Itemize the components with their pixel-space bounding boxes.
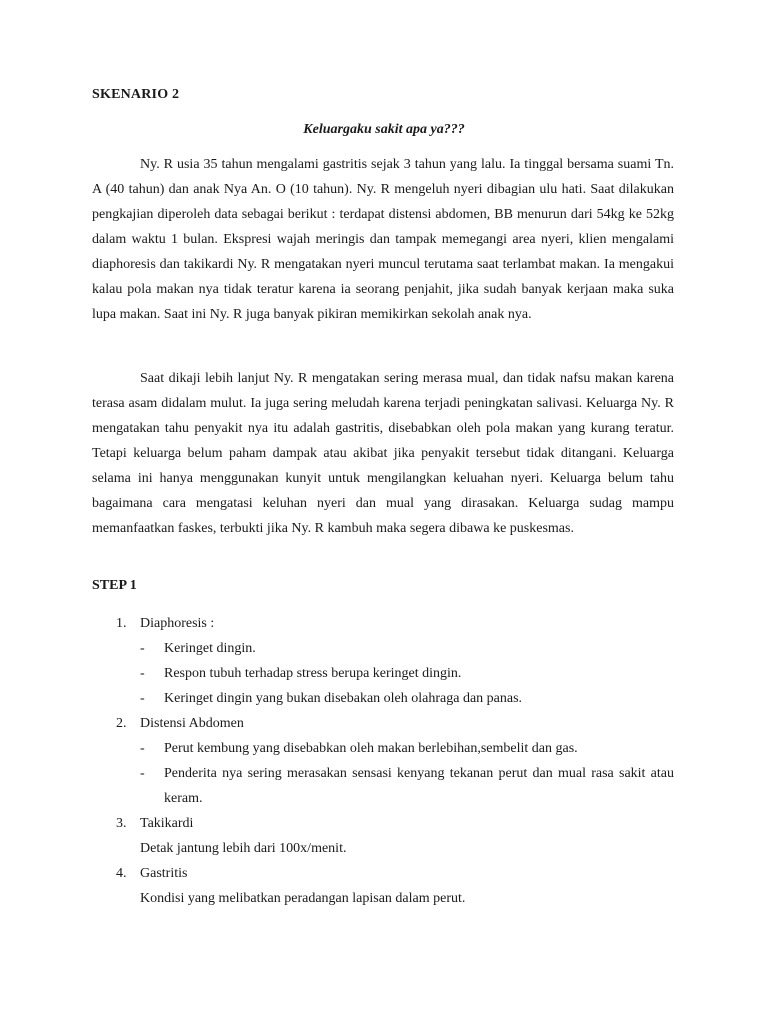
step-heading: STEP 1	[92, 578, 137, 593]
document-subtitle: Keluargaku sakit apa ya???	[303, 122, 465, 137]
document-title: SKENARIO 2	[92, 87, 180, 102]
item-term: Gastritis	[140, 866, 188, 881]
item-description: Detak jantung lebih dari 100x/menit.	[140, 841, 347, 856]
list-item-diaphoresis	[92, 611, 674, 636]
numbered-list	[92, 611, 674, 911]
item-number: 2.	[116, 716, 127, 731]
item-term: Diaphoresis :	[140, 616, 215, 631]
item-number: 1.	[116, 616, 127, 631]
item-number: 3.	[116, 816, 127, 831]
paragraph-1: Ny. R usia 35 tahun mengalami gastritis sejak 3 tahun yang lalu. Ia tinggal bersama suami Tn. A (40 tahun) dan anak Nya An. O (10 tahun). Ny. R mengeluh nyeri dibagian ulu hati. Saat dilakukan pengkajian diperoleh data sebagai berikut : terdapat distensi abdomen, BB menurun dari 54kg ke 52kg dalam waktu 1 bulan. Ekspresi wajah meringis dan tampak memegangi area nyeri, klien mengalami diaphoresis dan takikardi Ny. R mengatakan nyeri muncul terutama saat terlambat makan. Ia mengakui kalau pola makan nya tidak teratur karena ia seorang penjahit, jika sudah banyak kerjaan maka suka lupa makan. Saat ini Ny. R juga banyak pikiran memikirkan sekolah anak nya.	[92, 157, 674, 322]
bullet-item: - Penderita nya sering merasakan sensasi kenyang tekanan perut dan mual rasa sakit atau keram.	[92, 761, 674, 811]
item-number: 4.	[116, 866, 127, 881]
item-description: Kondisi yang melibatkan peradangan lapisan dalam perut.	[140, 891, 466, 906]
bullet-item: - Keringet dingin.	[92, 636, 674, 661]
list-item-distensi-abdomen	[92, 711, 674, 736]
list-item-takikardi	[92, 811, 674, 836]
list-item-gastritis	[92, 861, 674, 886]
bullet-item: - Perut kembung yang disebabkan oleh makan berlebihan,sembelit dan gas.	[92, 736, 674, 761]
item-term: Takikardi	[140, 816, 194, 831]
bullet-dash: -	[140, 741, 145, 756]
bullet-list	[92, 736, 674, 811]
bullet-dash: -	[140, 641, 145, 656]
paragraph-2: Saat dikaji lebih lanjut Ny. R mengatakan sering merasa mual, dan tidak nafsu makan karena terasa asam didalam mulut. Ia juga sering meludah karena terjadi peningkatan salivasi. Keluarga Ny. R mengatakan tahu penyakit nya itu adalah gastritis, disebabkan oleh pola makan yang kurang teratur. Tetapi keluarga belum paham dampak atau akibat jika penyakit tersebut tidak ditangani. Keluarga selama ini hanya menggunakan kunyit untuk mengilangkan keluahan nyeri. Keluarga belum tahu bagaimana cara mengatasi keluhan nyeri dan mual yang dirasakan. Keluarga sudag mampu memanfaatkan faskes, terbukti jika Ny. R kambuh maka segera dibawa ke puskesmas.	[92, 371, 674, 536]
bullet-dash: -	[140, 666, 145, 681]
bullet-dash: -	[140, 691, 145, 706]
item-term: Distensi Abdomen	[140, 716, 244, 731]
bullet-dash: -	[140, 766, 145, 781]
bullet-item: - Respon tubuh terhadap stress berupa keringet dingin.	[92, 661, 674, 686]
bullet-item: - Keringet dingin yang bukan disebakan oleh olahraga dan panas.	[92, 686, 674, 711]
bullet-list	[92, 636, 674, 711]
